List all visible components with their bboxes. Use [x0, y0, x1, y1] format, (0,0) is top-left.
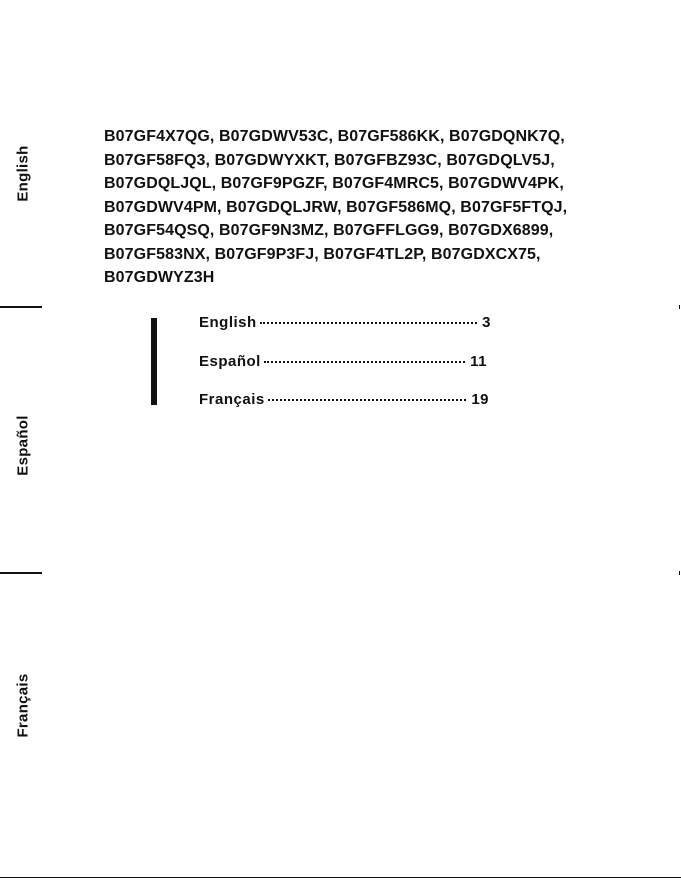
- bottom-rule: [0, 877, 681, 878]
- side-divider-1: [0, 306, 42, 308]
- side-tab-english: [5, 128, 41, 218]
- model-line: B07GDWYZ3H: [104, 269, 215, 286]
- side-tab-francais-label: Français: [14, 672, 32, 738]
- table-of-contents: [199, 314, 491, 430]
- toc-dot-leader: [268, 399, 467, 401]
- toc-entry-english[interactable]: [199, 314, 491, 353]
- model-line: B07GDWV4PM, B07GDQLJRW, B07GF586MQ, B07GF5FTQJ,: [104, 198, 568, 216]
- model-line: B07GDQLJQL, B07GF9PGZF, B07GF4MRC5, B07GDWV4PK,: [104, 175, 564, 192]
- model-line: B07GF58FQ3, B07GDWYXKT, B07GFBZ93C, B07GDQLV5J,: [104, 151, 555, 169]
- margin-tick-2: [679, 571, 680, 575]
- toc-accent-bar: [151, 318, 157, 405]
- toc-entry-page: 3: [482, 314, 491, 331]
- side-tab-english-label: English: [14, 144, 32, 202]
- toc-entry-francais[interactable]: [199, 391, 489, 430]
- toc-entry-label: Français: [199, 391, 265, 408]
- margin-tick-1: [679, 305, 680, 309]
- toc-entry-label: English: [199, 314, 257, 331]
- side-tab-espanol-label: Español: [14, 414, 32, 476]
- side-tab-espanol: [5, 400, 41, 490]
- toc-entry-page: 19: [471, 391, 489, 408]
- toc-dot-leader: [264, 361, 465, 363]
- toc-entry-label: Español: [199, 352, 261, 370]
- model-line: B07GF54QSQ, B07GF9N3MZ, B07GFFLGG9, B07GDX6899,: [104, 222, 554, 239]
- model-line: B07GF583NX, B07GF9P3FJ, B07GF4TL2P, B07GDXCX75,: [104, 245, 541, 263]
- model-line: B07GF4X7QG, B07GDWV53C, B07GF586KK, B07GDQNK7Q,: [104, 128, 565, 145]
- toc-entry-espanol[interactable]: [199, 353, 487, 392]
- side-tab-francais: [5, 660, 41, 750]
- side-divider-2: [0, 572, 42, 574]
- model-number-list: [104, 125, 644, 290]
- toc-entry-page: 11: [470, 352, 487, 370]
- toc-dot-leader: [260, 322, 477, 324]
